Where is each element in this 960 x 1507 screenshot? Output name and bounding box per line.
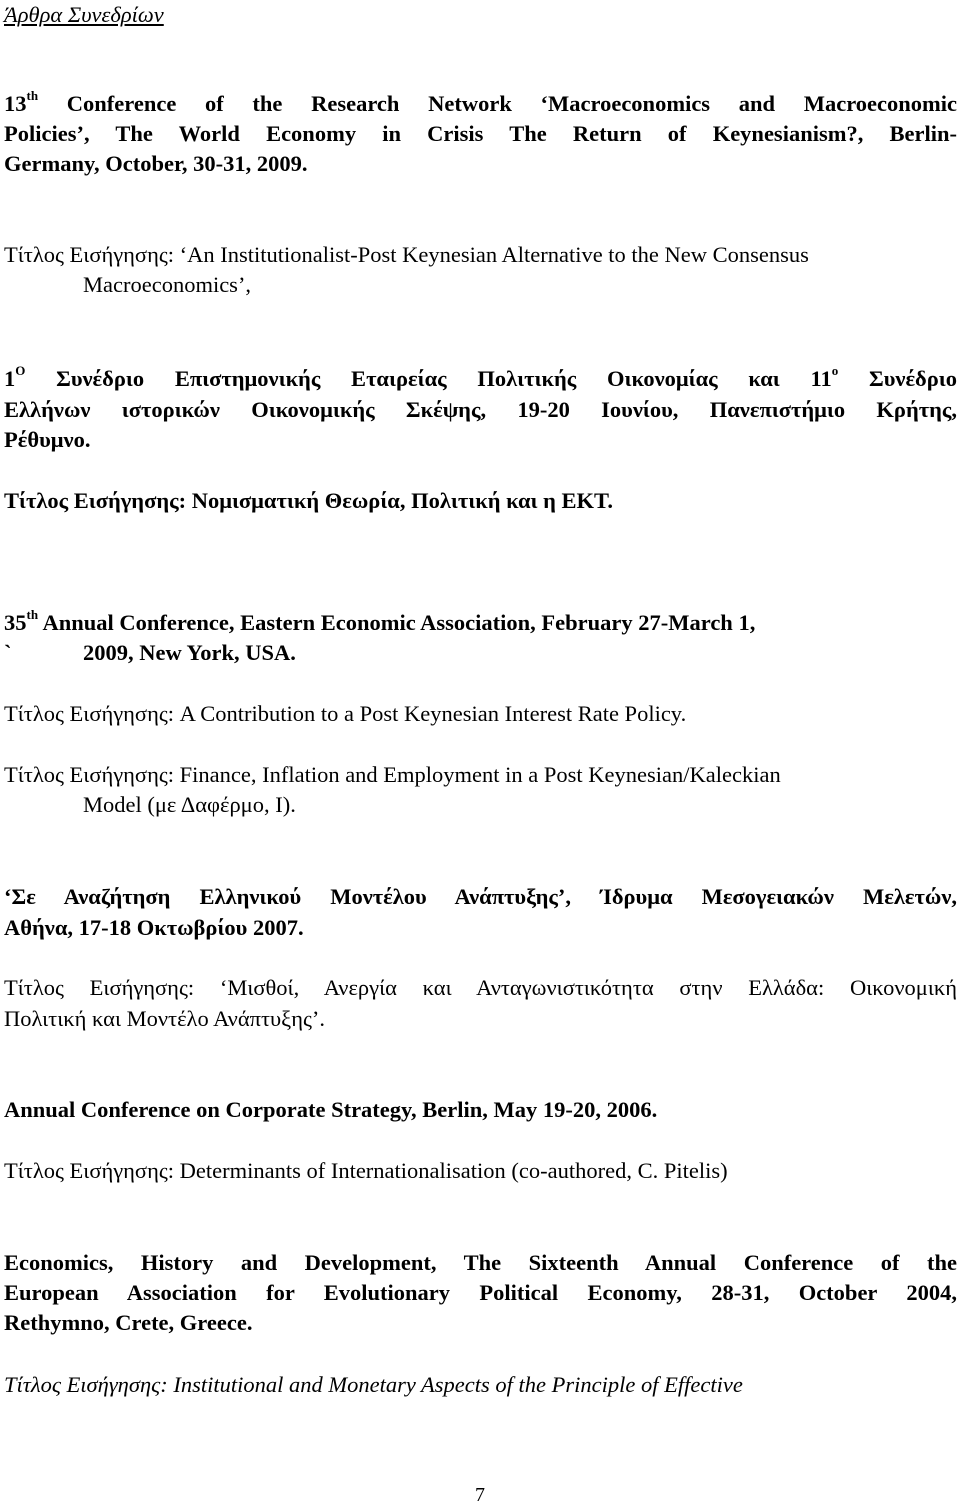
conference-5-title: Annual Conference on Corporate Strategy, Berlin, May 19-20, 2006. — [4, 1097, 658, 1122]
conference-3-title-mark: ` — [4, 640, 12, 665]
conference-1-title-line-1: 13th Conference of the Research Network ‘Macroeconomics and Macroeconomic — [4, 87, 957, 116]
section-title: Άρθρα Συνεδρίων — [4, 2, 164, 27]
conference-6-title-line-2: European Association for Evolutionary Political Economy, 28-31, October 2004, — [4, 1280, 957, 1305]
conference-2-title-line-3: Ρέθυμνο. — [4, 427, 91, 452]
conference-1-title-line-2: Policies’, The World Economy in Crisis The Return of Keynesianism?, Berlin- — [4, 121, 957, 146]
conference-2-title-line-2: Ελλήνων ιστορικών Οικονομικής Σκέψης, 19-20 Ιουνίου, Πανεπιστήμιο Κρήτης, — [4, 397, 957, 422]
conference-1-paper-title-line-1: Τίτλος Εισήγησης: ‘An Institutionalist-Post Keynesian Alternative to the New Consensus — [4, 242, 809, 267]
page-number: 7 — [475, 1484, 485, 1506]
conference-6-paper-title: Τίτλος Εισήγησης: Institutional and Monetary Aspects of the Principle of Effective — [4, 1372, 743, 1397]
conference-4-title-line-2: Αθήνα, 17-18 Οκτωβρίου 2007. — [4, 915, 304, 940]
conference-1-title-line-3: Germany, October, 30-31, 2009. — [4, 151, 308, 176]
conference-2-paper-title: Τίτλος Εισήγησης: Νομισματική Θεωρία, Πολιτική και η ΕΚΤ. — [4, 488, 614, 513]
conference-2-title-line-1: $1^O$ Συνέδριο Επιστημονικής Εταιρείας Πολιτικής Οικονομίας και $11^o$ Συνέδριο — [4, 362, 957, 391]
conference-4-paper-title-line-2: Πολιτική και Μοντέλο Ανάπτυξης’. — [4, 1006, 325, 1031]
conference-3-paper-title-2-line-1: Τίτλος Εισήγησης: Finance, Inflation and Employment in a Post Keynesian/Kaleckian — [4, 762, 781, 787]
conference-3-paper-title-2-line-2: Model (με Δαφέρμο, Ι). — [83, 792, 296, 817]
conference-6-title-line-1: Economics, History and Development, The Sixteenth Annual Conference of the — [4, 1250, 957, 1275]
conference-3-title-line-1: 35th Annual Conference, Eastern Economic Association, February 27-March 1, — [4, 606, 756, 635]
conference-3-title-line-2: 2009, New York, USA. — [83, 640, 296, 665]
conference-6-title-line-3: Rethymno, Crete, Greece. — [4, 1310, 253, 1335]
conference-5-paper-title: Τίτλος Εισήγησης: Determinants of Internationalisation (co-authored, C. Pitelis) — [4, 1158, 728, 1183]
conference-4-title-line-1: ‘Σε Αναζήτηση Ελληνικού Μοντέλου Ανάπτυξης’, Ίδρυμα Μεσογειακών Μελετών, — [4, 884, 957, 909]
conference-4-paper-title-line-1: Τίτλος Εισήγησης: ‘Μισθοί, Ανεργία και Ανταγωνιστικότητα στην Ελλάδα: Οικονομική — [4, 975, 957, 1000]
conference-3-paper-title-1: Τίτλος Εισήγησης: A Contribution to a Post Keynesian Interest Rate Policy. — [4, 701, 687, 726]
conference-1-paper-title-line-2: Macroeconomics’, — [83, 272, 252, 297]
